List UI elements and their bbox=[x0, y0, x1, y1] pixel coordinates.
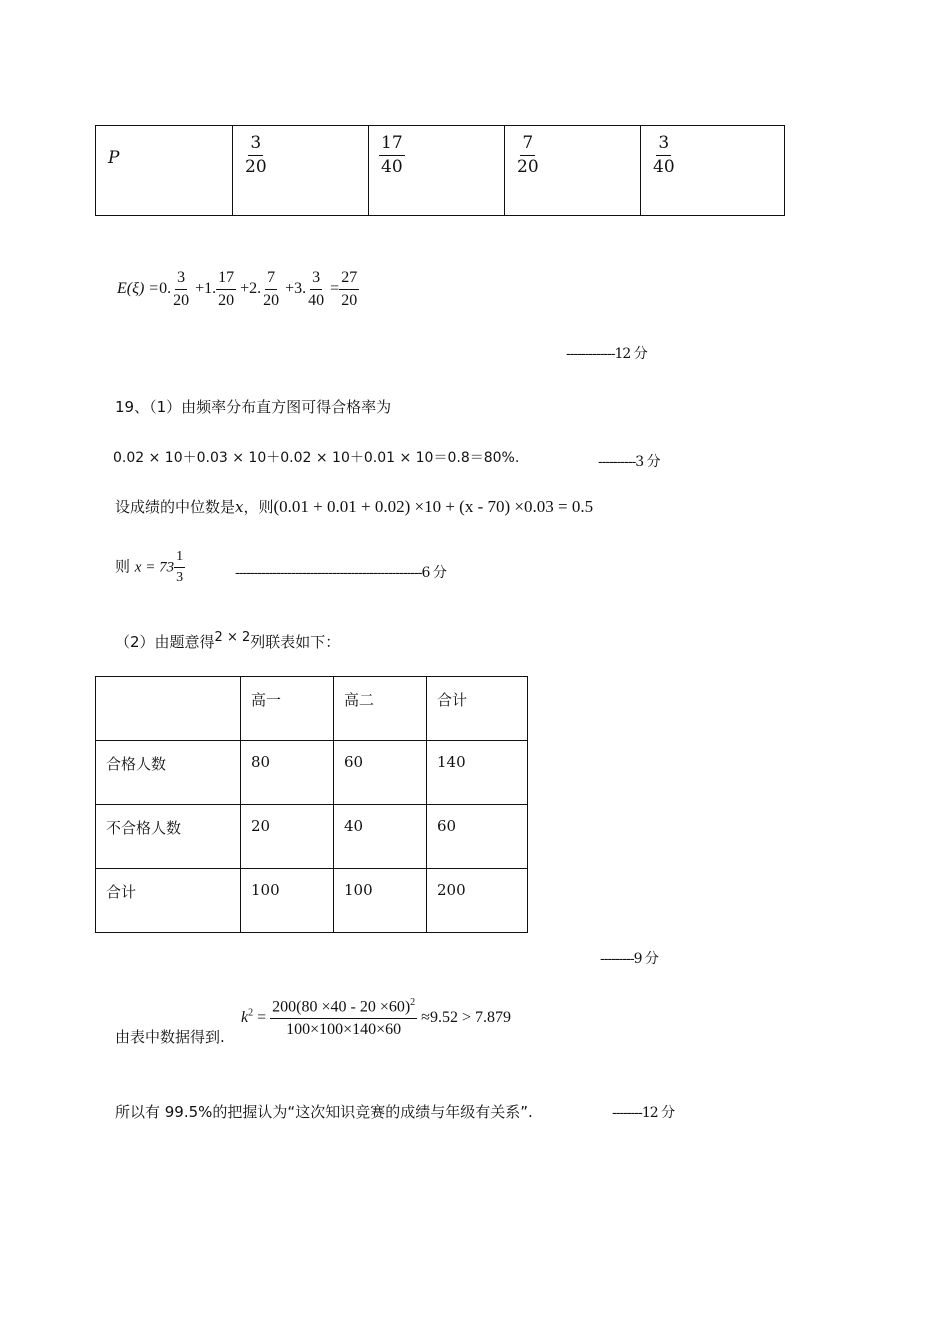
conclusion-text: 所以有 99.5%的把握认为“这次知识竞赛的成绩与年级有关系”. bbox=[115, 1103, 533, 1121]
median-equation: (0.01 + 0.01 + 0.02) ×10 + (x - 70) ×0.03 = 0.5 bbox=[273, 497, 594, 516]
contingency-table bbox=[95, 676, 528, 933]
period: . bbox=[514, 450, 520, 466]
numerator bbox=[270, 998, 417, 1019]
numerator: 7 bbox=[265, 270, 277, 290]
median-label: 设成绩的中位数是 bbox=[115, 498, 236, 516]
table-cell: 20 bbox=[241, 805, 334, 869]
header-cell: 高一 bbox=[241, 677, 334, 741]
denominator: 40 bbox=[653, 157, 675, 177]
term-coef: +1. bbox=[195, 280, 217, 298]
table-cell: 80 bbox=[241, 741, 334, 805]
table-cell: 100 bbox=[334, 869, 427, 933]
then-label: 则 bbox=[115, 557, 131, 576]
fraction bbox=[515, 135, 541, 176]
table-cell: 40 bbox=[334, 805, 427, 869]
fraction bbox=[243, 135, 269, 176]
k-symbol: k bbox=[241, 1008, 249, 1026]
numerator: 3 bbox=[310, 270, 322, 290]
table-row bbox=[96, 805, 528, 869]
fraction bbox=[171, 270, 191, 309]
k2-numerator-exponent: 2 bbox=[410, 997, 416, 1008]
denominator: 20 bbox=[218, 292, 235, 309]
numerator: 3 bbox=[175, 270, 187, 290]
table-cell: 200 bbox=[427, 869, 528, 933]
denominator: 20 bbox=[263, 292, 280, 309]
numerator: 3 bbox=[248, 135, 263, 156]
part2-math: 2 × 2 bbox=[214, 630, 251, 645]
denominator: 20 bbox=[245, 157, 267, 177]
median-variable: x bbox=[235, 498, 244, 516]
term-coef: +3. bbox=[285, 280, 307, 298]
denominator: 3 bbox=[176, 570, 184, 585]
median-line bbox=[115, 496, 593, 517]
table-cell: 140 bbox=[427, 741, 528, 805]
denominator: 40 bbox=[381, 157, 403, 177]
numerator: 27 bbox=[339, 270, 359, 290]
fraction bbox=[306, 270, 326, 309]
fraction bbox=[651, 135, 677, 176]
term-coef: 0. bbox=[159, 280, 172, 298]
numerator: 17 bbox=[379, 135, 405, 156]
table-cell bbox=[96, 126, 233, 216]
k2-formula bbox=[241, 998, 511, 1038]
fraction bbox=[339, 270, 359, 309]
table-cell bbox=[505, 126, 641, 216]
equals-sign: = bbox=[257, 1008, 267, 1026]
header-cell: 合计 bbox=[427, 677, 528, 741]
probability-table bbox=[95, 125, 785, 216]
fraction bbox=[216, 270, 236, 309]
numerator: 7 bbox=[520, 135, 535, 156]
table-cell bbox=[369, 126, 505, 216]
denominator: 20 bbox=[173, 292, 190, 309]
table-row bbox=[96, 741, 528, 805]
equals-sign: = bbox=[330, 280, 340, 298]
fraction bbox=[261, 270, 281, 309]
k2-numerator: 200(80 ×40 - 20 ×60) bbox=[272, 998, 411, 1016]
fraction bbox=[270, 998, 417, 1038]
fraction bbox=[379, 135, 405, 176]
row-label: 合计 bbox=[96, 869, 241, 933]
numerator: 17 bbox=[216, 270, 236, 290]
median-then: ，则 bbox=[243, 498, 274, 516]
score-marker: ----------3 分 bbox=[598, 454, 660, 470]
part2-suffix: 列联表如下： bbox=[250, 633, 341, 651]
table-cell: 100 bbox=[241, 869, 334, 933]
q19-intro: 19、（1）由频率分布直方图可得合格率为 bbox=[115, 398, 392, 416]
k2-prefix: 由表中数据得到. bbox=[115, 1028, 225, 1046]
score-marker: --------12 分 bbox=[612, 1105, 675, 1121]
expectation-lhs: E(ξ) = bbox=[117, 280, 160, 298]
table-cell bbox=[641, 126, 785, 216]
denominator: 20 bbox=[517, 157, 539, 177]
score-marker: ---------9 分 bbox=[600, 951, 658, 967]
fraction bbox=[174, 550, 185, 585]
numerator: 1 bbox=[174, 550, 185, 568]
table-row bbox=[96, 869, 528, 933]
table-header-row bbox=[96, 677, 528, 741]
denominator: 20 bbox=[341, 292, 358, 309]
header-cell: 高二 bbox=[334, 677, 427, 741]
score-marker: -------------12 分 bbox=[566, 346, 647, 362]
x-value: x = 73 bbox=[134, 559, 175, 576]
part2-intro bbox=[115, 630, 340, 652]
denominator: 40 bbox=[308, 292, 325, 309]
table-cell: 60 bbox=[427, 805, 528, 869]
expectation-formula bbox=[117, 270, 359, 309]
table-cell: 60 bbox=[334, 741, 427, 805]
k-exponent: 2 bbox=[248, 1007, 254, 1019]
pass-rate-formula bbox=[113, 447, 519, 467]
part2-prefix: （2）由题意得 bbox=[115, 633, 215, 651]
table-row bbox=[96, 126, 785, 216]
table-cell bbox=[233, 126, 369, 216]
k2-result: ≈9.52 > 7.879 bbox=[421, 1008, 511, 1026]
row-label: 合格人数 bbox=[96, 741, 241, 805]
header-cell bbox=[96, 677, 241, 741]
score-marker: --------------------------------------------------6 分 bbox=[235, 565, 446, 581]
numerator: 3 bbox=[656, 135, 671, 156]
p-label: P bbox=[108, 148, 120, 168]
x-result-line bbox=[115, 550, 185, 585]
term-coef: +2. bbox=[240, 280, 262, 298]
row-label: 不合格人数 bbox=[96, 805, 241, 869]
denominator: 100×100×140×60 bbox=[286, 1021, 402, 1039]
pass-rate-expression: 0.02 × 10＋0.03 × 10＋0.02 × 10＋0.01 × 10＝0.8＝80% bbox=[113, 450, 515, 466]
